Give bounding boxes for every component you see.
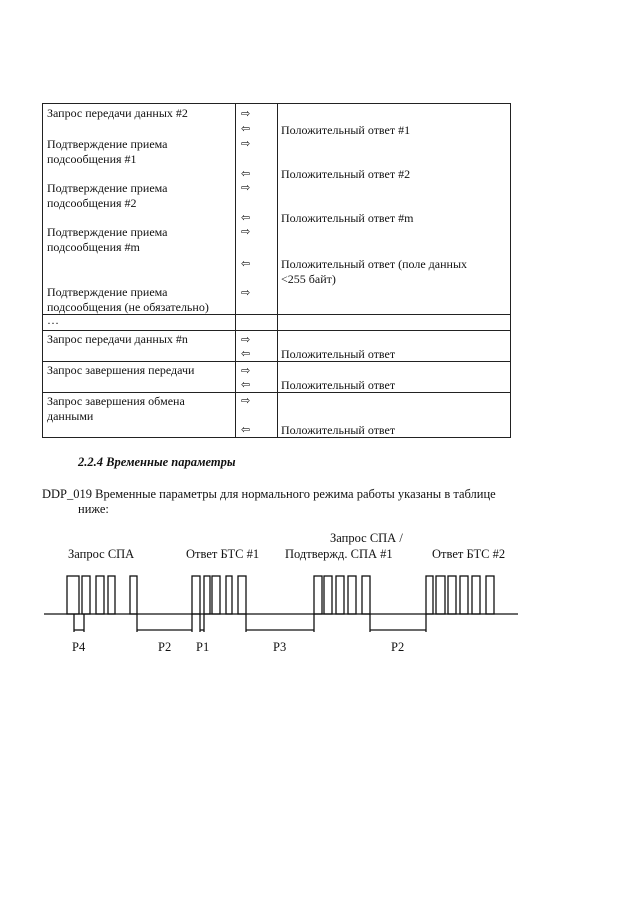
pulse xyxy=(192,576,200,614)
timing-waveform xyxy=(0,520,640,660)
pulse xyxy=(67,576,79,614)
table-row-request: подсообщения #1 xyxy=(47,152,137,166)
table-ellipsis: … xyxy=(47,313,59,327)
table-row-response: Положительный ответ #m xyxy=(281,211,414,225)
pulse xyxy=(486,576,494,614)
label-request-confirm: Подтвержд. СПА #1 xyxy=(285,547,393,561)
pulse xyxy=(348,576,356,614)
table-row-request: данными xyxy=(47,409,94,423)
table-row-response: <255 байт) xyxy=(281,272,336,286)
arrow-left-icon: ⇦ xyxy=(241,257,251,270)
table-row-response: Положительный ответ xyxy=(281,347,396,361)
paragraph-line: ниже: xyxy=(78,502,109,516)
pulse xyxy=(448,576,456,614)
param-label-p2: P2 xyxy=(391,640,405,654)
arrow-left-icon: ⇦ xyxy=(241,423,251,436)
table-row-response: Положительный ответ (поле данных xyxy=(281,257,468,271)
pulse xyxy=(226,576,232,614)
arrow-right-icon: ⇨ xyxy=(241,394,251,407)
arrow-left-icon: ⇦ xyxy=(241,211,251,224)
label-answer-bts2: Ответ БТС #2 xyxy=(432,547,506,561)
pulse xyxy=(362,576,370,614)
column-divider-left xyxy=(235,104,236,437)
pulse xyxy=(314,576,322,614)
table-row-request: подсообщения #2 xyxy=(47,196,137,210)
arrow-right-icon: ⇨ xyxy=(241,364,251,377)
arrow-right-icon: ⇨ xyxy=(241,137,251,150)
pulse xyxy=(426,576,433,614)
table-row-request: Подтверждение приема xyxy=(47,137,168,151)
param-label-p2: P2 xyxy=(158,640,172,654)
label-request-confirm: Запрос СПА / xyxy=(330,531,403,545)
paragraph-line: DDP_019 Временные параметры для нормального режима работы указаны в таблице xyxy=(42,487,496,501)
pulse xyxy=(204,576,210,614)
arrow-left-icon: ⇦ xyxy=(241,347,251,360)
pulse xyxy=(108,576,115,614)
row-divider-end-transfer xyxy=(43,392,510,393)
arrow-left-icon: ⇦ xyxy=(241,378,251,391)
arrow-right-icon: ⇨ xyxy=(241,181,251,194)
row-divider-ellipsis-end xyxy=(43,330,510,331)
param-label-p4: P4 xyxy=(72,640,86,654)
pulse xyxy=(460,576,468,614)
pulse xyxy=(238,576,246,614)
arrow-right-icon: ⇨ xyxy=(241,107,251,120)
table-row-request: Запрос завершения обмена xyxy=(47,394,185,408)
pulse xyxy=(472,576,480,614)
table-row-response: Положительный ответ #2 xyxy=(281,167,411,181)
table-row-request: Запрос передачи данных #2 xyxy=(47,106,188,120)
section-heading: 2.2.4 Временные параметры xyxy=(78,455,236,469)
row-divider-n xyxy=(43,361,510,362)
table-row-request: Запрос передачи данных #n xyxy=(47,332,188,346)
table-row-response: Положительный ответ xyxy=(281,423,396,437)
table-row-request: Запрос завершения передачи xyxy=(47,363,195,377)
table-row-request: подсообщения (не обязательно) xyxy=(47,300,209,314)
table-row-response: Положительный ответ #1 xyxy=(281,123,411,137)
table-row-request: Подтверждение приема xyxy=(47,285,168,299)
column-divider-right xyxy=(277,104,278,437)
pulse xyxy=(212,576,220,614)
pulse xyxy=(82,576,90,614)
timing-diagram xyxy=(0,520,640,660)
table-row-request: Подтверждение приема xyxy=(47,225,168,239)
arrow-right-icon: ⇨ xyxy=(241,286,251,299)
pulse xyxy=(324,576,332,614)
param-label-p3: P3 xyxy=(273,640,287,654)
param-label-p1: P1 xyxy=(196,640,210,654)
pulse xyxy=(336,576,344,614)
arrow-right-icon: ⇨ xyxy=(241,225,251,238)
message-exchange-table xyxy=(42,103,511,438)
label-answer-bts1: Ответ БТС #1 xyxy=(186,547,260,561)
arrow-left-icon: ⇦ xyxy=(241,167,251,180)
table-row-request: подсообщения #m xyxy=(47,240,140,254)
arrow-right-icon: ⇨ xyxy=(241,333,251,346)
table-row-request: Подтверждение приема xyxy=(47,181,168,195)
arrow-left-icon: ⇦ xyxy=(241,122,251,135)
label-request-spa: Запрос СПА xyxy=(68,547,135,561)
pulse xyxy=(96,576,104,614)
pulse xyxy=(130,576,137,614)
table-row-response: Положительный ответ xyxy=(281,378,396,392)
pulse xyxy=(436,576,445,614)
